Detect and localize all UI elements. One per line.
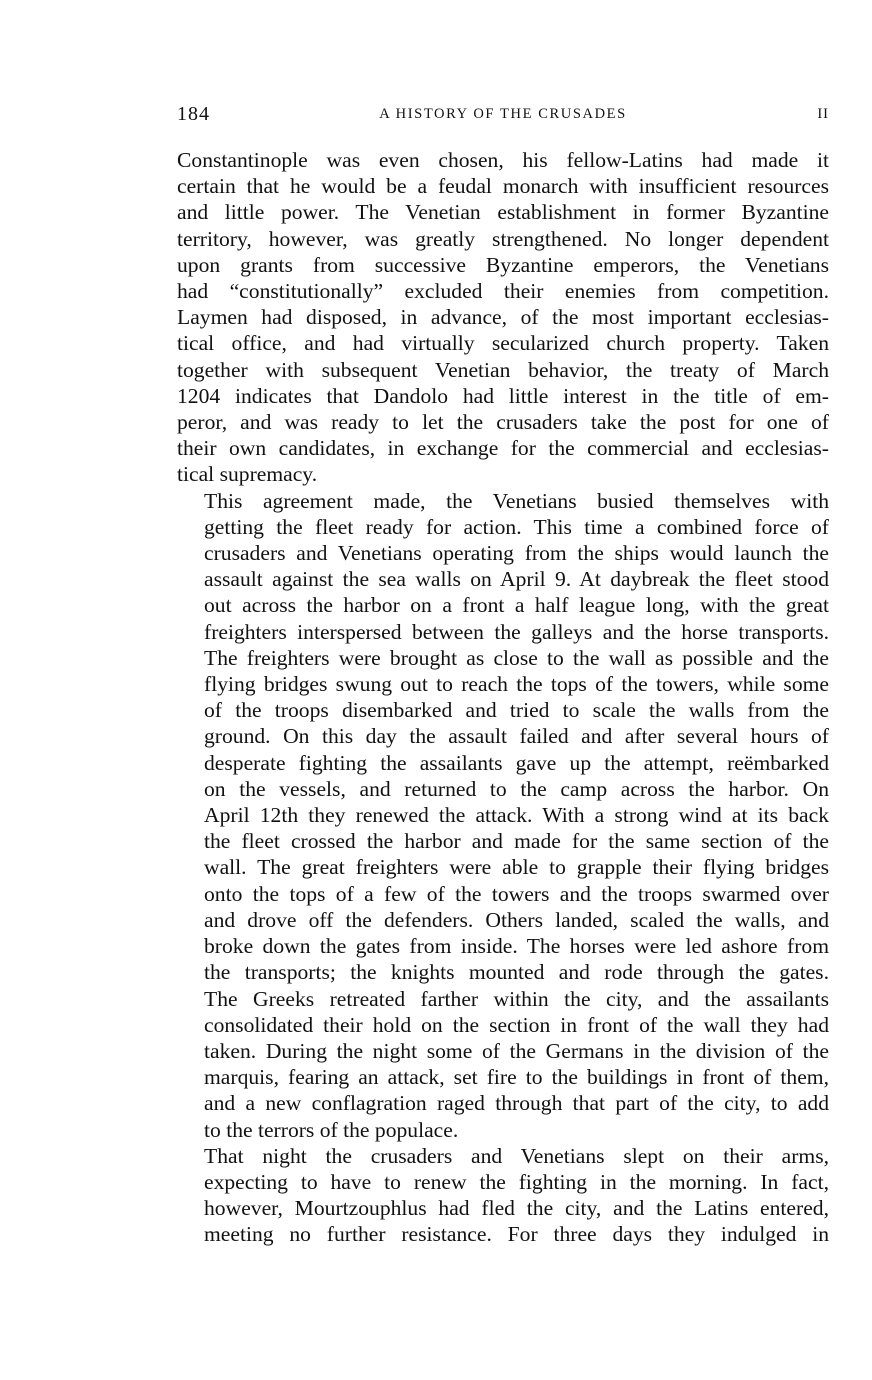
text-line: and a new conflagration raged through that part of the city, to add <box>204 1091 829 1116</box>
text-line: expecting to have to renew the fighting in the morning. In fact, <box>204 1169 829 1194</box>
text-line: territory, however, was greatly strengthened. No longer dependent <box>177 226 829 251</box>
paragraph <box>177 147 829 488</box>
text-line: their own candidates, in exchange for the commercial and ecclesias- <box>177 436 829 461</box>
text-line: marquis, fearing an attack, set fire to the buildings in front of them, <box>204 1065 829 1090</box>
text-line: consolidated their hold on the section in front of the wall they had <box>204 1012 829 1037</box>
text-line: and little power. The Venetian establishment in former Byzantine <box>177 200 829 225</box>
text-line: The freighters were brought as close to the wall as possible and the <box>204 645 829 670</box>
text-line: certain that he would be a feudal monarch with insufficient resources <box>177 174 829 199</box>
text-line: and drove off the defenders. Others landed, scaled the walls, and <box>204 907 829 932</box>
text-line: the transports; the knights mounted and rode through the gates. <box>204 960 829 985</box>
text-line: upon grants from successive Byzantine emperors, the Venetians <box>177 252 829 277</box>
text-line: freighters interspersed between the galleys and the horse transports. <box>204 619 829 644</box>
running-title: A HISTORY OF THE CRUSADES <box>379 106 627 122</box>
paragraph <box>177 1143 829 1248</box>
text-line: Laymen had disposed, in advance, of the most important ecclesias- <box>177 305 829 330</box>
text-line: together with subsequent Venetian behavior, the treaty of March <box>177 357 829 382</box>
text-line: to the terrors of the populace. <box>204 1117 459 1142</box>
text-line: The Greeks retreated farther within the city, and the assailants <box>204 986 829 1011</box>
text-line: broke down the gates from inside. The horses were led ashore from <box>204 934 829 959</box>
body-text <box>177 147 829 1248</box>
text-line: ground. On this day the assault failed and after several hours of <box>204 724 829 749</box>
text-line: peror, and was ready to let the crusaders take the post for one of <box>177 410 829 435</box>
text-line: assault against the sea walls on April 9. At daybreak the fleet stood <box>204 567 829 592</box>
text-line: wall. The great freighters were able to grapple their flying bridges <box>204 855 829 880</box>
text-line: had “constitutionally” excluded their enemies from competition. <box>177 279 829 304</box>
text-line: This agreement made, the Venetians busied themselves with <box>204 488 829 513</box>
text-line: tical supremacy. <box>177 462 318 487</box>
text-line: however, Mourtzouphlus had fled the city, and the Latins entered, <box>204 1196 829 1221</box>
text-line: onto the tops of a few of the towers and the troops swarmed over <box>204 881 829 906</box>
running-head <box>177 100 829 130</box>
text-line: the fleet crossed the harbor and made for the same section of the <box>204 829 829 854</box>
text-line: crusaders and Venetians operating from the ships would launch the <box>204 541 829 566</box>
text-line: Constantinople was even chosen, his fellow-Latins had made it <box>177 148 829 172</box>
text-line: tical office, and had virtually secularized church property. Taken <box>177 331 829 356</box>
volume-number: II <box>817 106 829 122</box>
text-line: desperate fighting the assailants gave up the attempt, reëmbarked <box>204 750 829 775</box>
text-line: taken. During the night some of the Germans in the division of the <box>204 1038 829 1063</box>
text-line: getting the fleet ready for action. This time a combined force of <box>204 514 829 539</box>
text-line: meeting no further resistance. For three days they indulged in <box>204 1222 829 1247</box>
text-line: April 12th they renewed the attack. With a strong wind at its back <box>204 803 829 828</box>
text-line: flying bridges swung out to reach the tops of the towers, while some <box>204 672 829 697</box>
text-line: of the troops disembarked and tried to scale the walls from the <box>204 698 829 723</box>
paragraph <box>177 488 829 1143</box>
text-line: out across the harbor on a front a half league long, with the great <box>204 593 829 618</box>
text-line: 1204 indicates that Dandolo had little interest in the title of em- <box>177 383 829 408</box>
text-line: That night the crusaders and Venetians slept on their arms, <box>204 1143 829 1168</box>
text-line: on the vessels, and returned to the camp across the harbor. On <box>204 776 829 801</box>
book-page <box>177 100 829 1248</box>
page-number: 184 <box>177 103 210 125</box>
